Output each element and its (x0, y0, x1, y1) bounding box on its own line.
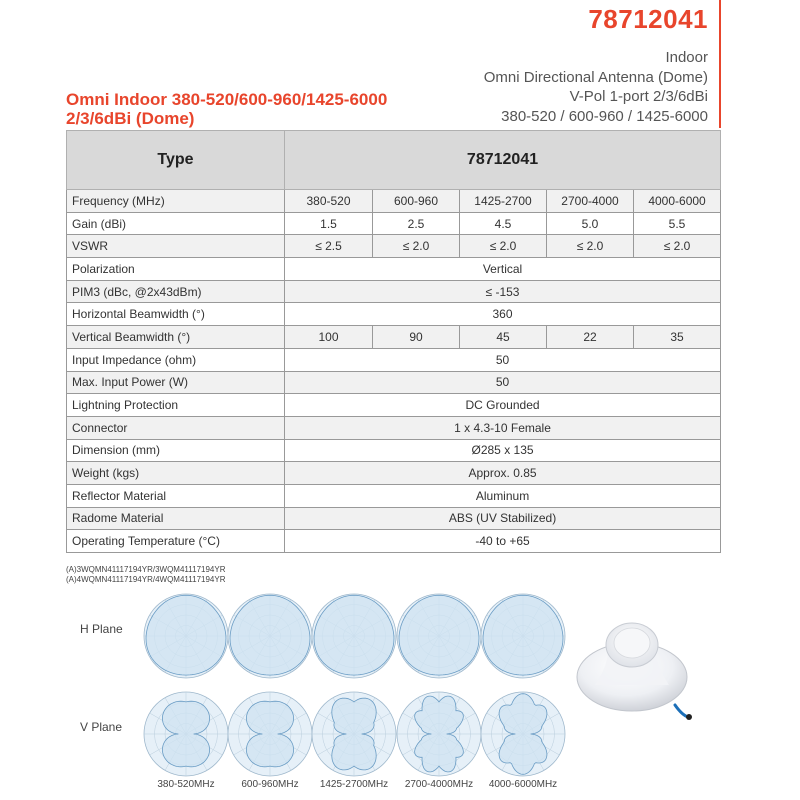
table-row (67, 507, 721, 530)
cell: 4000-6000 (634, 190, 721, 213)
cell: 1.5 (285, 212, 373, 235)
cell: 1425-2700 (460, 190, 547, 213)
table-row (67, 212, 721, 235)
cell: 2700-4000 (547, 190, 634, 213)
description-line: Indoor (665, 49, 708, 66)
cell: 90 (373, 326, 460, 349)
cell: Ø285 x 135 (285, 439, 721, 462)
row-label: PIM3 (dBc, @2x43dBm) (67, 280, 285, 303)
cell: 600-960 (373, 190, 460, 213)
accent-divider (719, 0, 721, 128)
table-row (67, 258, 721, 281)
product-title-line: 2/3/6dBi (Dome) (66, 109, 195, 128)
table-row (67, 348, 721, 371)
cell: 4.5 (460, 212, 547, 235)
table-row (67, 439, 721, 462)
h-plane-pattern (226, 592, 314, 680)
cell: 50 (285, 348, 721, 371)
row-label: Max. Input Power (W) (67, 371, 285, 394)
band-label: 600-960MHz (241, 779, 299, 790)
row-label: Horizontal Beamwidth (°) (67, 303, 285, 326)
v-plane-pattern (395, 690, 483, 778)
row-label: Frequency (MHz) (67, 190, 285, 213)
cell: 2.5 (373, 212, 460, 235)
band-label: 2700-4000MHz (404, 779, 474, 790)
h-plane-pattern (310, 592, 398, 680)
description-line: 380-520 / 600-960 / 1425-6000 (501, 107, 708, 125)
table-row (67, 280, 721, 303)
description-line: Omni Directional Antenna (Dome) (483, 68, 708, 86)
cell: 380-520 (285, 190, 373, 213)
cell: ≤ 2.0 (547, 235, 634, 258)
table-row (67, 462, 721, 485)
v-plane-pattern (479, 690, 567, 778)
cell: 45 (460, 326, 547, 349)
table-row (67, 326, 721, 349)
v-plane-pattern (142, 690, 230, 778)
row-label: Weight (kgs) (67, 462, 285, 485)
spec-table (66, 130, 721, 553)
table-row (67, 416, 721, 439)
h-plane-label: H Plane (80, 622, 123, 636)
row-label: Gain (dBi) (67, 212, 285, 235)
row-label: VSWR (67, 235, 285, 258)
cell: 100 (285, 326, 373, 349)
cell: 1 x 4.3-10 Female (285, 416, 721, 439)
cell: 50 (285, 371, 721, 394)
cell: Vertical (285, 258, 721, 281)
cell: ≤ 2.5 (285, 235, 373, 258)
row-label: Connector (67, 416, 285, 439)
product-title-line: Omni Indoor 380-520/600-960/1425-6000 (66, 90, 388, 109)
part-number: 78712041 (588, 4, 708, 34)
table-row (67, 235, 721, 258)
model-numbers (66, 565, 225, 585)
cell: ≤ -153 (285, 280, 721, 303)
row-label: Reflector Material (67, 484, 285, 507)
cell: 22 (547, 326, 634, 349)
description-line: V-Pol 1-port 2/3/6dBi (569, 88, 708, 105)
model-number: (A)3WQMN41117194YR/3WQM41117194YR (66, 565, 226, 574)
table-row (67, 484, 721, 507)
type-value: 78712041 (285, 131, 721, 190)
row-label: Lightning Protection (67, 394, 285, 417)
cell: Aluminum (285, 484, 721, 507)
table-row (67, 190, 721, 213)
cell: 35 (634, 326, 721, 349)
cell: 360 (285, 303, 721, 326)
cell: ≤ 2.0 (460, 235, 547, 258)
row-label: Dimension (mm) (67, 439, 285, 462)
band-label: 1425-2700MHz (319, 779, 389, 790)
h-plane-pattern (479, 592, 567, 680)
cell: 5.0 (547, 212, 634, 235)
cell: ≤ 2.0 (373, 235, 460, 258)
row-label: Input Impedance (ohm) (67, 348, 285, 371)
table-header-row (67, 131, 721, 190)
band-label: 380-520MHz (157, 779, 215, 790)
table-row (67, 530, 721, 553)
cell: DC Grounded (285, 394, 721, 417)
cell: ≤ 2.0 (634, 235, 721, 258)
v-plane-pattern (226, 690, 314, 778)
row-label: Vertical Beamwidth (°) (67, 326, 285, 349)
h-plane-pattern (395, 592, 483, 680)
product-description (484, 48, 708, 126)
cell: Approx. 0.85 (285, 462, 721, 485)
table-row (67, 394, 721, 417)
dome-antenna-image (570, 605, 700, 725)
table-row (67, 371, 721, 394)
h-plane-pattern (142, 592, 230, 680)
v-plane-pattern (310, 690, 398, 778)
model-number: (A)4WQMN41117194YR/4WQM41117194YR (66, 575, 226, 584)
cell: -40 to +65 (285, 530, 721, 553)
cell: 5.5 (634, 212, 721, 235)
row-label: Polarization (67, 258, 285, 281)
band-label: 4000-6000MHz (488, 779, 558, 790)
cell: ABS (UV Stabilized) (285, 507, 721, 530)
table-row (67, 303, 721, 326)
v-plane-label: V Plane (80, 720, 123, 734)
product-title (66, 90, 387, 128)
row-label: Radome Material (67, 507, 285, 530)
row-label: Operating Temperature (°C) (67, 530, 285, 553)
type-label: Type (67, 131, 285, 190)
